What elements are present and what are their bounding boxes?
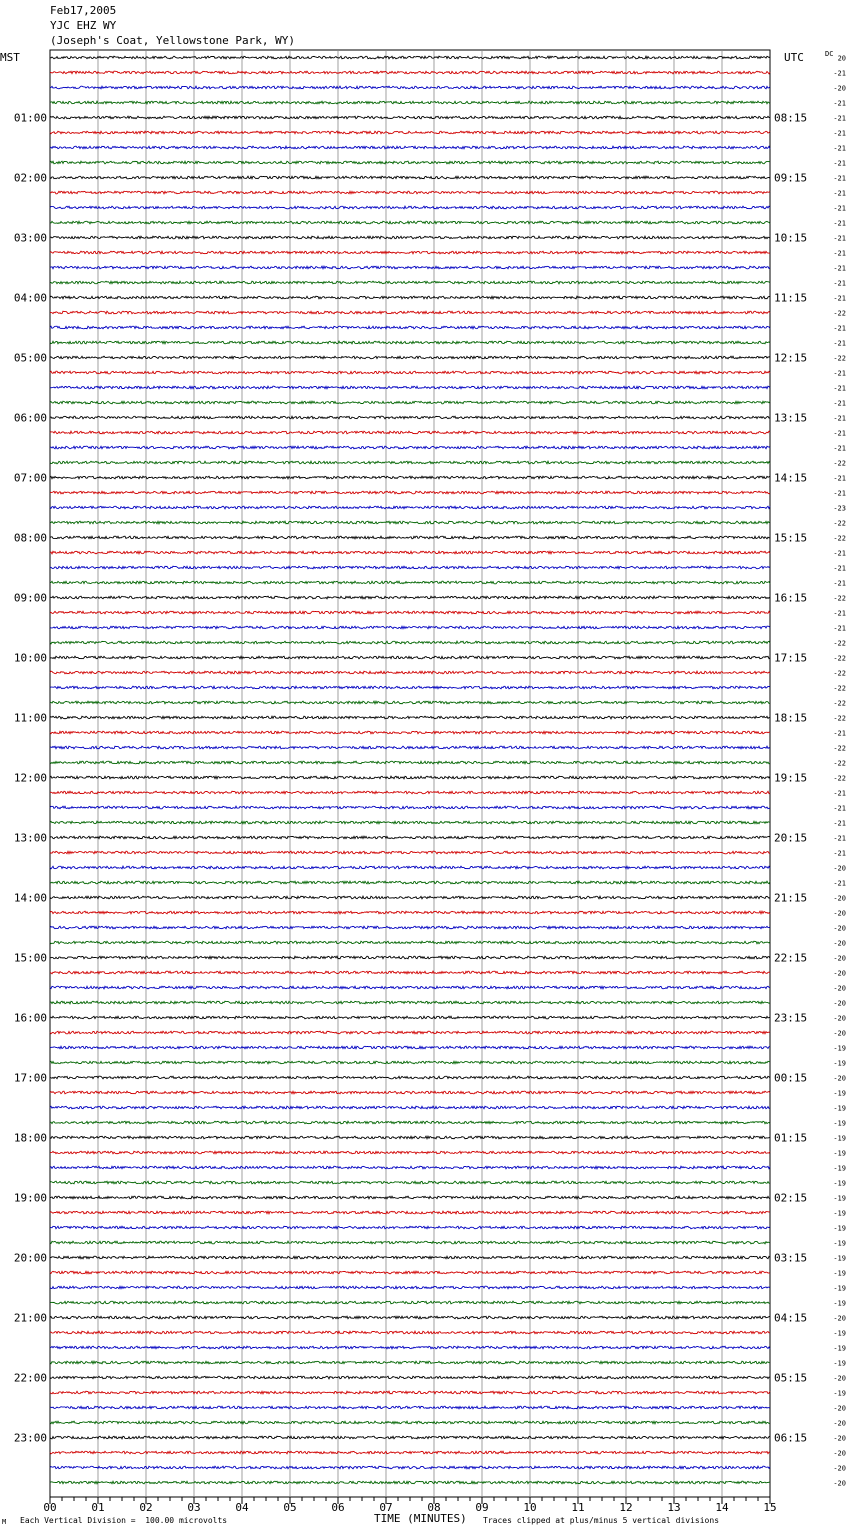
trace-line <box>50 1361 770 1364</box>
left-hour-label: 15:00 <box>13 951 47 965</box>
trace-line <box>50 131 770 134</box>
dc-offset-label: -19 <box>833 1104 846 1113</box>
dc-offset-label: -19 <box>833 1239 846 1248</box>
dc-offset-label: -22 <box>833 699 846 708</box>
dc-offset-label: -20 <box>833 1074 846 1083</box>
right-hour-label: 08:15 <box>774 111 808 125</box>
left-hour-label: 21:00 <box>13 1311 47 1325</box>
x-tick-label: 06 <box>331 1501 345 1514</box>
dc-offset-label: -21 <box>833 399 846 408</box>
dc-offset-label: -22 <box>833 684 846 693</box>
trace-line <box>50 791 770 794</box>
dc-offset-label: -22 <box>833 639 846 648</box>
dc-offset-label: -20 <box>833 1314 846 1323</box>
right-hour-label: 19:15 <box>774 771 808 785</box>
dc-offset-label: -20 <box>833 1479 846 1488</box>
trace-line <box>50 491 770 494</box>
trace-line <box>50 1211 770 1214</box>
dc-offset-label: -21 <box>833 564 846 573</box>
right-hour-label: 22:15 <box>774 951 808 965</box>
trace-line <box>50 311 770 314</box>
x-tick-label: 07 <box>379 1501 393 1514</box>
right-hour-label: 00:15 <box>774 1071 808 1085</box>
trace-line <box>50 971 770 974</box>
left-hour-label: 06:00 <box>13 411 47 425</box>
dc-offset-label: -21 <box>833 144 846 153</box>
x-tick-label: 13 <box>667 1501 681 1514</box>
right-hour-label: 16:15 <box>774 591 808 605</box>
dc-offset-label: -22 <box>833 774 846 783</box>
dc-offset-label: -20 <box>833 1029 846 1038</box>
dc-offset-label: -21 <box>833 879 846 888</box>
dc-offset-label: -20 <box>833 1374 846 1383</box>
trace-line <box>50 1481 770 1484</box>
trace-line <box>50 1016 770 1019</box>
dc-offset-label: -21 <box>833 249 846 258</box>
x-tick-label: 00 <box>43 1501 57 1514</box>
trace-line <box>50 461 770 464</box>
dc-offset-label: -21 <box>833 789 846 798</box>
trace-line <box>50 686 770 689</box>
left-hour-label: 22:00 <box>13 1371 47 1385</box>
right-hour-label: 13:15 <box>774 411 808 425</box>
left-hour-label: 17:00 <box>13 1071 47 1085</box>
trace-line <box>50 1046 770 1049</box>
chart-date: Feb17,2005 <box>50 4 117 17</box>
trace-line <box>50 191 770 194</box>
right-hour-label: 09:15 <box>774 171 808 185</box>
trace-line <box>50 1406 770 1409</box>
trace-line <box>50 1346 770 1349</box>
trace-line <box>50 1451 770 1454</box>
division-scale-note: Each Vertical Division = 100.00 microvolts <box>20 1516 228 1525</box>
right-hour-label: 10:15 <box>774 231 808 245</box>
trace-line <box>50 1196 770 1199</box>
trace-line <box>50 656 770 659</box>
trace-line <box>50 266 770 269</box>
dc-offset-label: -20 <box>833 84 846 93</box>
x-tick-label: 03 <box>187 1501 201 1514</box>
dc-offset-label: -19 <box>833 1059 846 1068</box>
dc-offset-label: -19 <box>833 1224 846 1233</box>
dc-offset-label: -20 <box>833 999 846 1008</box>
x-tick-label: 10 <box>523 1501 537 1514</box>
trace-line <box>50 521 770 524</box>
right-hour-label: 12:15 <box>774 351 808 365</box>
dc-offset-label: -20 <box>833 924 846 933</box>
trace-line <box>50 836 770 839</box>
trace-line <box>50 746 770 749</box>
dc-offset-label: -19 <box>833 1119 846 1128</box>
dc-offset-label: -19 <box>833 1269 846 1278</box>
dc-offset-label: -19 <box>833 1389 846 1398</box>
trace-line <box>50 581 770 584</box>
trace-line <box>50 566 770 569</box>
right-hour-label: 05:15 <box>774 1371 808 1385</box>
trace-line <box>50 251 770 254</box>
trace-line <box>50 1001 770 1004</box>
trace-line <box>50 986 770 989</box>
trace-line <box>50 386 770 389</box>
dc-offset-label: 20 <box>837 54 846 63</box>
trace-line <box>50 716 770 719</box>
x-tick-label: 09 <box>475 1501 489 1514</box>
trace-line <box>50 866 770 869</box>
dc-offset-label: -20 <box>833 909 846 918</box>
dc-offset-label: -21 <box>833 264 846 273</box>
trace-line <box>50 146 770 149</box>
dc-offset-label: -19 <box>833 1194 846 1203</box>
x-tick-label: 11 <box>571 1501 585 1514</box>
right-hour-label: 06:15 <box>774 1431 808 1445</box>
x-tick-label: 04 <box>235 1501 249 1514</box>
dc-offset-label: -21 <box>833 204 846 213</box>
trace-line <box>50 1031 770 1034</box>
trace-line <box>50 206 770 209</box>
dc-offset-label: -19 <box>833 1134 846 1143</box>
right-hour-label: 14:15 <box>774 471 808 485</box>
dc-offset-label: -21 <box>833 69 846 78</box>
dc-offset-label: -20 <box>833 1434 846 1443</box>
left-hour-label: 18:00 <box>13 1131 47 1145</box>
trace-line <box>50 1061 770 1064</box>
dc-offset-label: -20 <box>833 1404 846 1413</box>
dc-offset-label: -19 <box>833 1254 846 1263</box>
right-hour-label: 17:15 <box>774 651 808 665</box>
dc-offset-label: -22 <box>833 759 846 768</box>
clip-note: Traces clipped at plus/minus 5 vertical divisions <box>483 1516 720 1525</box>
x-tick-label: 01 <box>91 1501 105 1514</box>
trace-line <box>50 1226 770 1229</box>
dc-offset-label: -19 <box>833 1299 846 1308</box>
trace-line <box>50 1136 770 1139</box>
trace-line <box>50 701 770 704</box>
left-hour-label: 12:00 <box>13 771 47 785</box>
trace-line <box>50 1121 770 1124</box>
trace-line <box>50 1331 770 1334</box>
left-hour-label: 13:00 <box>13 831 47 845</box>
x-tick-label: 05 <box>283 1501 297 1514</box>
trace-line <box>50 896 770 899</box>
dc-offset-label: -22 <box>833 309 846 318</box>
x-tick-label: 15 <box>763 1501 777 1514</box>
trace-line <box>50 641 770 644</box>
dc-offset-label: -21 <box>833 324 846 333</box>
dc-offset-label: -21 <box>833 174 846 183</box>
trace-line <box>50 236 770 239</box>
trace-line <box>50 1256 770 1259</box>
right-hour-label: 21:15 <box>774 891 808 905</box>
trace-line <box>50 1376 770 1379</box>
trace-line <box>50 626 770 629</box>
dc-offset-label: -21 <box>833 834 846 843</box>
left-hour-label: 03:00 <box>13 231 47 245</box>
dc-offset-label: -21 <box>833 294 846 303</box>
dc-offset-label: -23 <box>833 504 846 513</box>
trace-line <box>50 1106 770 1109</box>
trace-line <box>50 881 770 884</box>
x-tick-label: 14 <box>715 1501 729 1514</box>
dc-offset-label: -21 <box>833 474 846 483</box>
right-hour-label: 03:15 <box>774 1251 808 1265</box>
dc-offset-label: -21 <box>833 429 846 438</box>
trace-line <box>50 71 770 74</box>
trace-line <box>50 1076 770 1079</box>
dc-offset-label: -21 <box>833 384 846 393</box>
dc-offset-label: -22 <box>833 459 846 468</box>
station-code: YJC EHZ WY <box>50 19 117 32</box>
trace-line <box>50 851 770 854</box>
dc-offset-label: -19 <box>833 1089 846 1098</box>
trace-line <box>50 551 770 554</box>
trace-line <box>50 776 770 779</box>
dc-offset-label: -21 <box>833 444 846 453</box>
right-hour-label: 11:15 <box>774 291 808 305</box>
trace-line <box>50 371 770 374</box>
x-axis-label: TIME (MINUTES) <box>374 1512 467 1525</box>
dc-offset-label: -20 <box>833 1014 846 1023</box>
dc-offset-label: -21 <box>833 159 846 168</box>
dc-offset-label: -20 <box>833 984 846 993</box>
dc-offset-label: -21 <box>833 234 846 243</box>
dc-offset-label: -20 <box>833 1449 846 1458</box>
x-tick-label: 12 <box>619 1501 633 1514</box>
trace-line <box>50 731 770 734</box>
trace-line <box>50 506 770 509</box>
dc-offset-label: -21 <box>833 279 846 288</box>
trace-line <box>50 221 770 224</box>
x-tick-label: 02 <box>139 1501 153 1514</box>
dc-offset-label: -21 <box>833 549 846 558</box>
left-hour-label: 11:00 <box>13 711 47 725</box>
left-hour-label: 01:00 <box>13 111 47 125</box>
dc-offset-label: -22 <box>833 534 846 543</box>
trace-line <box>50 1166 770 1169</box>
dc-offset-label: -19 <box>833 1344 846 1353</box>
trace-line <box>50 86 770 89</box>
right-hour-label: 23:15 <box>774 1011 808 1025</box>
trace-line <box>50 161 770 164</box>
trace-line <box>50 536 770 539</box>
trace-line <box>50 176 770 179</box>
right-hour-label: 18:15 <box>774 711 808 725</box>
left-hour-label: 08:00 <box>13 531 47 545</box>
right-hour-label: 02:15 <box>774 1191 808 1205</box>
trace-line <box>50 596 770 599</box>
trace-line <box>50 416 770 419</box>
dc-offset-label: -19 <box>833 1164 846 1173</box>
trace-line <box>50 116 770 119</box>
dc-offset-label: -19 <box>833 1209 846 1218</box>
dc-offset-label: -20 <box>833 864 846 873</box>
dc-offset-label: -21 <box>833 849 846 858</box>
left-hour-label: 07:00 <box>13 471 47 485</box>
left-hour-label: 04:00 <box>13 291 47 305</box>
left-hour-label: 19:00 <box>13 1191 47 1205</box>
left-hour-label: 16:00 <box>13 1011 47 1025</box>
dc-offset-label: -20 <box>833 954 846 963</box>
dc-offset-label: -21 <box>833 129 846 138</box>
dc-offset-label: -20 <box>833 1464 846 1473</box>
dc-offset-label: -19 <box>833 1359 846 1368</box>
dc-offset-label: -22 <box>833 744 846 753</box>
dc-offset-label: -19 <box>833 1329 846 1338</box>
trace-line <box>50 401 770 404</box>
dc-offset-label: -21 <box>833 189 846 198</box>
dc-offset-label: -19 <box>833 1284 846 1293</box>
dc-offset-label: -20 <box>833 939 846 948</box>
footer-corner-mark: M <box>2 1518 7 1526</box>
trace-line <box>50 941 770 944</box>
trace-line <box>50 956 770 959</box>
right-hour-label: 04:15 <box>774 1311 808 1325</box>
trace-line <box>50 1316 770 1319</box>
trace-line <box>50 761 770 764</box>
dc-offset-label: -21 <box>833 219 846 228</box>
trace-line <box>50 671 770 674</box>
dc-offset-label: -21 <box>833 729 846 738</box>
dc-offset-header: DC <box>825 50 834 58</box>
left-hour-label: 05:00 <box>13 351 47 365</box>
trace-line <box>50 821 770 824</box>
left-hour-label: 14:00 <box>13 891 47 905</box>
trace-line <box>50 56 770 59</box>
dc-offset-label: -22 <box>833 669 846 678</box>
trace-line <box>50 326 770 329</box>
station-location: (Joseph's Coat, Yellowstone Park, WY) <box>50 34 296 47</box>
dc-offset-label: -21 <box>833 369 846 378</box>
trace-line <box>50 1391 770 1394</box>
trace-line <box>50 1271 770 1274</box>
trace-line <box>50 1436 770 1439</box>
trace-line <box>50 281 770 284</box>
dc-offset-label: -21 <box>833 579 846 588</box>
right-timezone-label: UTC <box>784 51 804 64</box>
dc-offset-label: -19 <box>833 1149 846 1158</box>
dc-offset-label: -21 <box>833 819 846 828</box>
trace-line <box>50 446 770 449</box>
trace-line <box>50 296 770 299</box>
x-tick-label: 08 <box>427 1501 441 1514</box>
dc-offset-label: -21 <box>833 804 846 813</box>
left-hour-label: 10:00 <box>13 651 47 665</box>
dc-offset-label: -22 <box>833 519 846 528</box>
left-hour-label: 02:00 <box>13 171 47 185</box>
dc-offset-label: -21 <box>833 489 846 498</box>
trace-line <box>50 911 770 914</box>
trace-line <box>50 1241 770 1244</box>
trace-line <box>50 1181 770 1184</box>
dc-offset-label: -21 <box>833 99 846 108</box>
trace-line <box>50 1286 770 1289</box>
dc-offset-label: -22 <box>833 654 846 663</box>
trace-line <box>50 1091 770 1094</box>
trace-line <box>50 926 770 929</box>
trace-line <box>50 1151 770 1154</box>
trace-line <box>50 1466 770 1469</box>
dc-offset-label: -20 <box>833 1419 846 1428</box>
left-hour-label: 09:00 <box>13 591 47 605</box>
trace-line <box>50 431 770 434</box>
dc-offset-label: -21 <box>833 414 846 423</box>
dc-offset-label: -20 <box>833 894 846 903</box>
trace-line <box>50 806 770 809</box>
dc-offset-label: -22 <box>833 714 846 723</box>
dc-offset-label: -22 <box>833 594 846 603</box>
dc-offset-label: -22 <box>833 354 846 363</box>
dc-offset-label: -21 <box>833 624 846 633</box>
trace-line <box>50 611 770 614</box>
dc-offset-label: -19 <box>833 1044 846 1053</box>
left-hour-label: 20:00 <box>13 1251 47 1265</box>
right-hour-label: 15:15 <box>774 531 808 545</box>
trace-line <box>50 1421 770 1424</box>
trace-line <box>50 476 770 479</box>
trace-line <box>50 1301 770 1304</box>
dc-offset-label: -21 <box>833 339 846 348</box>
dc-offset-label: -19 <box>833 1179 846 1188</box>
dc-offset-label: -20 <box>833 969 846 978</box>
dc-offset-label: -21 <box>833 609 846 618</box>
trace-line <box>50 341 770 344</box>
dc-offset-label: -21 <box>833 114 846 123</box>
left-hour-label: 23:00 <box>13 1431 47 1445</box>
right-hour-label: 01:15 <box>774 1131 808 1145</box>
trace-line <box>50 101 770 104</box>
left-timezone-label: MST <box>0 51 20 64</box>
right-hour-label: 20:15 <box>774 831 808 845</box>
trace-line <box>50 356 770 359</box>
